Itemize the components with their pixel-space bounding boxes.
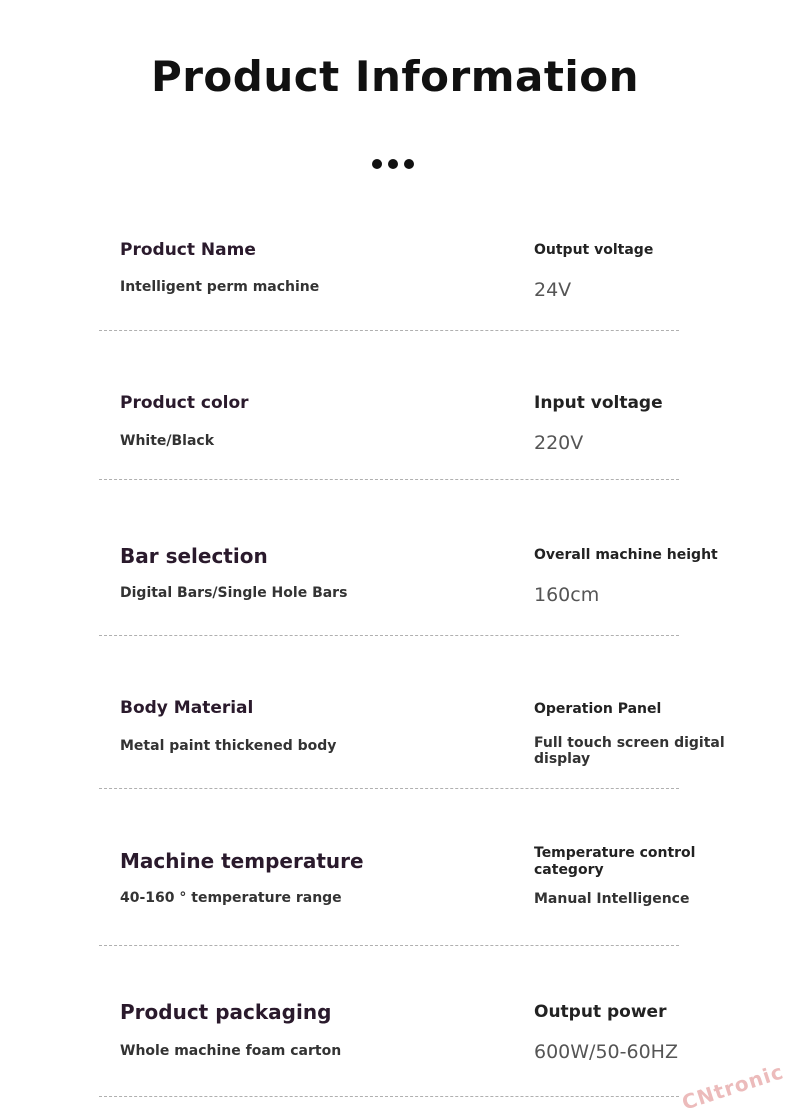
spec-value: Intelligent perm machine bbox=[120, 279, 320, 295]
divider bbox=[99, 479, 679, 480]
spec-value: Manual Intelligence bbox=[534, 891, 690, 907]
page-title: Product Information bbox=[150, 52, 640, 101]
spec-value: 24V bbox=[534, 279, 572, 301]
spec-label: Machine temperature bbox=[120, 849, 364, 873]
spec-value: Full touch screen digital display bbox=[534, 735, 725, 767]
spec-value: 600W/50-60HZ bbox=[534, 1041, 678, 1063]
spec-value: 40-160 ° temperature range bbox=[120, 890, 342, 906]
spec-label: Product Name bbox=[120, 240, 256, 260]
spec-value: Whole machine foam carton bbox=[120, 1043, 342, 1059]
spec-label: Temperature control category bbox=[534, 845, 696, 878]
spec-value: 220V bbox=[534, 432, 584, 454]
ellipsis-dots bbox=[372, 159, 414, 169]
spec-label: Output power bbox=[534, 1002, 667, 1022]
spec-label: Product packaging bbox=[120, 1000, 332, 1024]
dot-icon bbox=[404, 159, 414, 169]
watermark-logo: CNtronic bbox=[679, 1059, 788, 1115]
spec-value: White/Black bbox=[120, 433, 215, 449]
divider bbox=[99, 330, 679, 331]
spec-label: Overall machine height bbox=[534, 547, 718, 563]
spec-label: Input voltage bbox=[534, 393, 663, 413]
dot-icon bbox=[388, 159, 398, 169]
spec-label: Operation Panel bbox=[534, 701, 662, 717]
spec-label: Output voltage bbox=[534, 242, 654, 258]
divider bbox=[99, 635, 679, 636]
spec-label: Body Material bbox=[120, 698, 254, 718]
divider bbox=[99, 945, 679, 946]
dot-icon bbox=[372, 159, 382, 169]
spec-value: Digital Bars/Single Hole Bars bbox=[120, 585, 348, 601]
spec-label: Product color bbox=[120, 393, 249, 413]
divider bbox=[99, 788, 679, 789]
spec-label: Bar selection bbox=[120, 544, 268, 568]
divider bbox=[99, 1096, 679, 1097]
spec-value: Metal paint thickened body bbox=[120, 738, 337, 754]
spec-value: 160cm bbox=[534, 584, 600, 606]
